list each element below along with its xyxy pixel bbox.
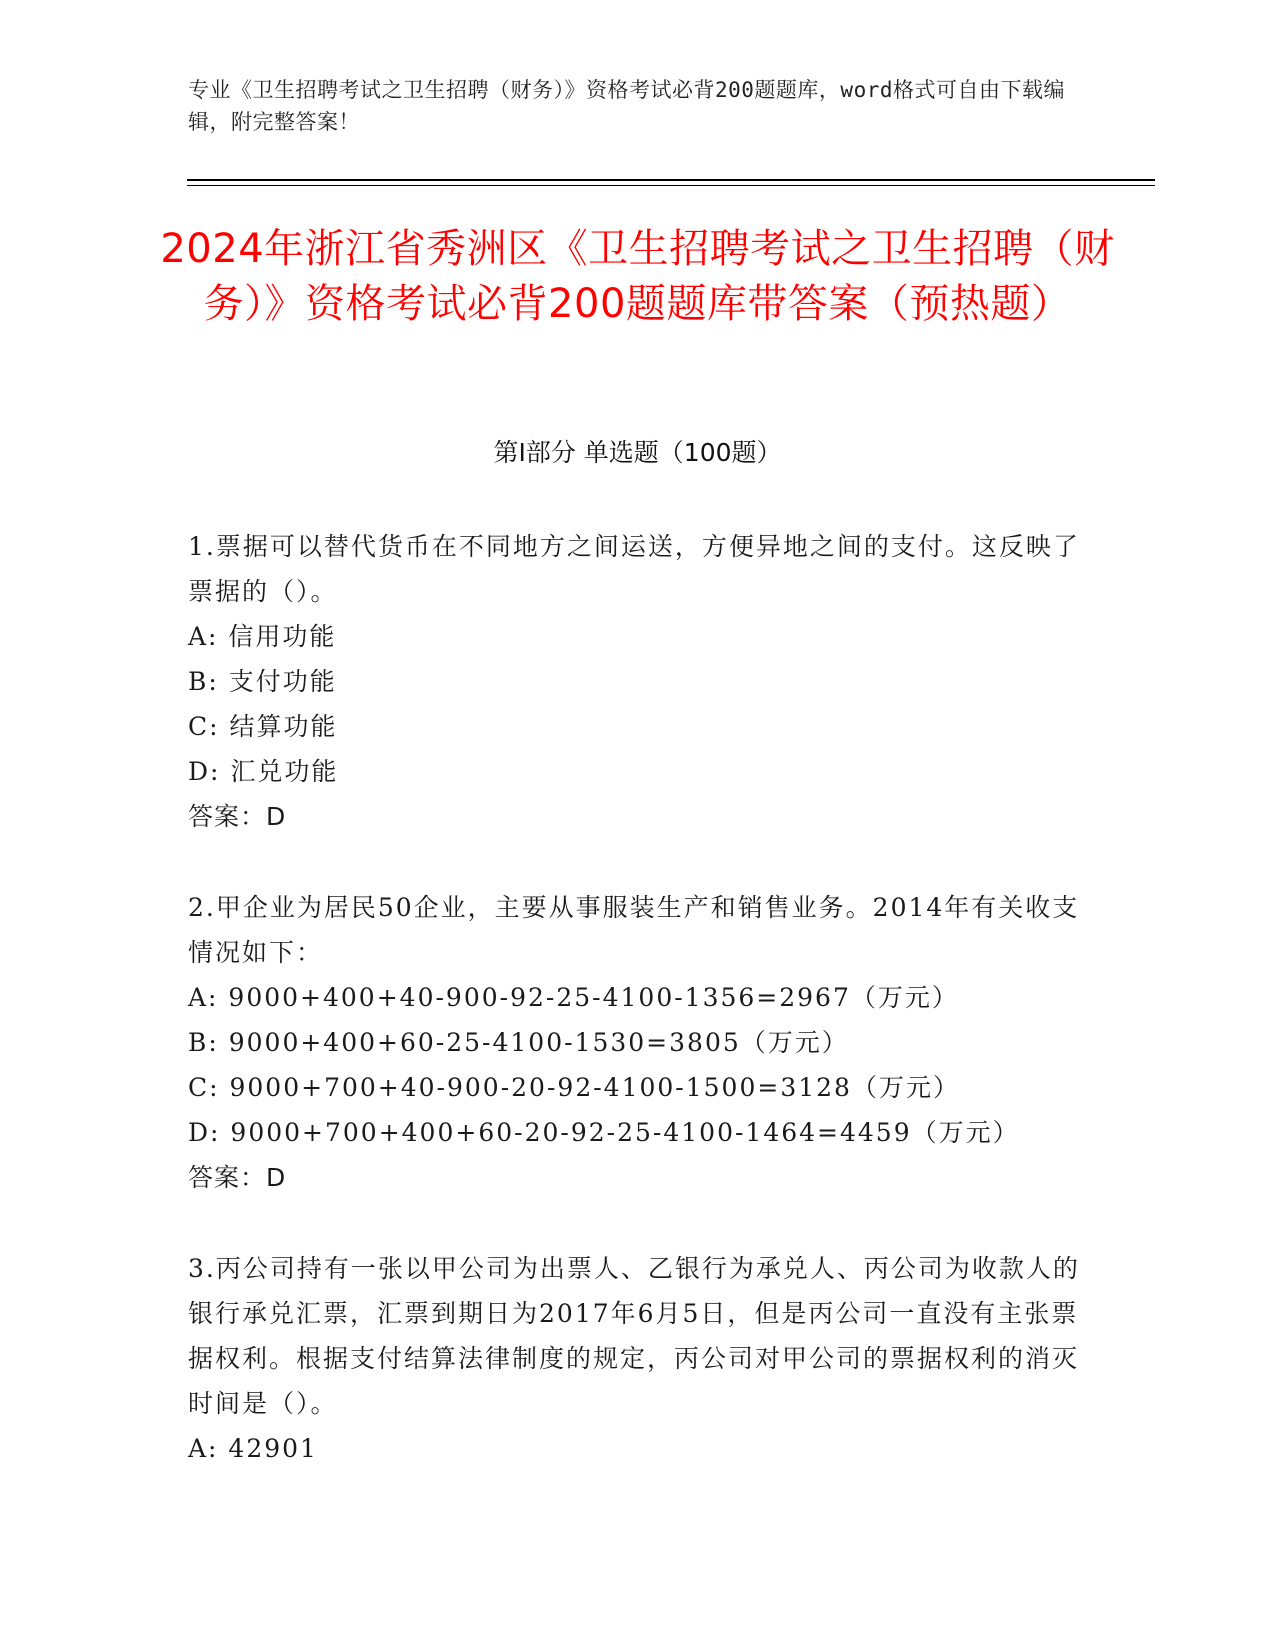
option-a: A: 9000+400+40-900-92-25-4100-1356=2967（万元） — [188, 983, 959, 1012]
document-title: 2024年浙江省秀洲区《卫生招聘考试之卫生招聘（财务）》资格考试必背200题题库带答案（预热题） — [160, 226, 1115, 327]
option-d: D: 汇兑功能 — [188, 757, 339, 786]
option-c: C: 结算功能 — [188, 712, 338, 741]
answer: 答案：D — [188, 802, 287, 831]
option-b: B: 9000+400+60-25-4100-1530=3805（万元） — [188, 1028, 849, 1057]
answer: 答案：D — [188, 1163, 287, 1192]
header-rule-thin — [187, 185, 1155, 186]
option-a: A: 42901 — [188, 1434, 318, 1463]
option-a: A: 信用功能 — [188, 622, 337, 651]
question-stem: 2.甲企业为居民50企业，主要从事服装生产和销售业务。2014年有关收支情况如下： — [188, 893, 1080, 967]
question-1 — [188, 524, 1088, 839]
option-c: C: 9000+700+40-900-20-92-4100-1500=3128（万元） — [188, 1073, 960, 1102]
question-stem: 1.票据可以替代货币在不同地方之间运送，方便异地之间的支付。这反映了票据的（）。 — [188, 532, 1080, 606]
option-b: B: 支付功能 — [188, 667, 337, 696]
question-2 — [188, 885, 1088, 1200]
section-heading: 第I部分 单选题（100题） — [493, 438, 782, 467]
question-3 — [188, 1246, 1088, 1471]
header-rule-thick — [187, 179, 1155, 181]
header-note: 专业《卫生招聘考试之卫生招聘（财务）》资格考试必背200题题库，word格式可自由下载编辑，附完整答案！ — [188, 78, 1065, 134]
option-d: D: 9000+700+400+60-20-92-25-4100-1464=4459（万元） — [188, 1118, 1020, 1147]
question-stem: 3.丙公司持有一张以甲公司为出票人、乙银行为承兑人、丙公司为收款人的银行承兑汇票，汇票到期日为2017年6月5日，但是丙公司一直没有主张票据权利。根据支付结算法律制度的规定，丙公司对甲公司的票据权利的消灭时间是（）。 — [188, 1254, 1080, 1418]
